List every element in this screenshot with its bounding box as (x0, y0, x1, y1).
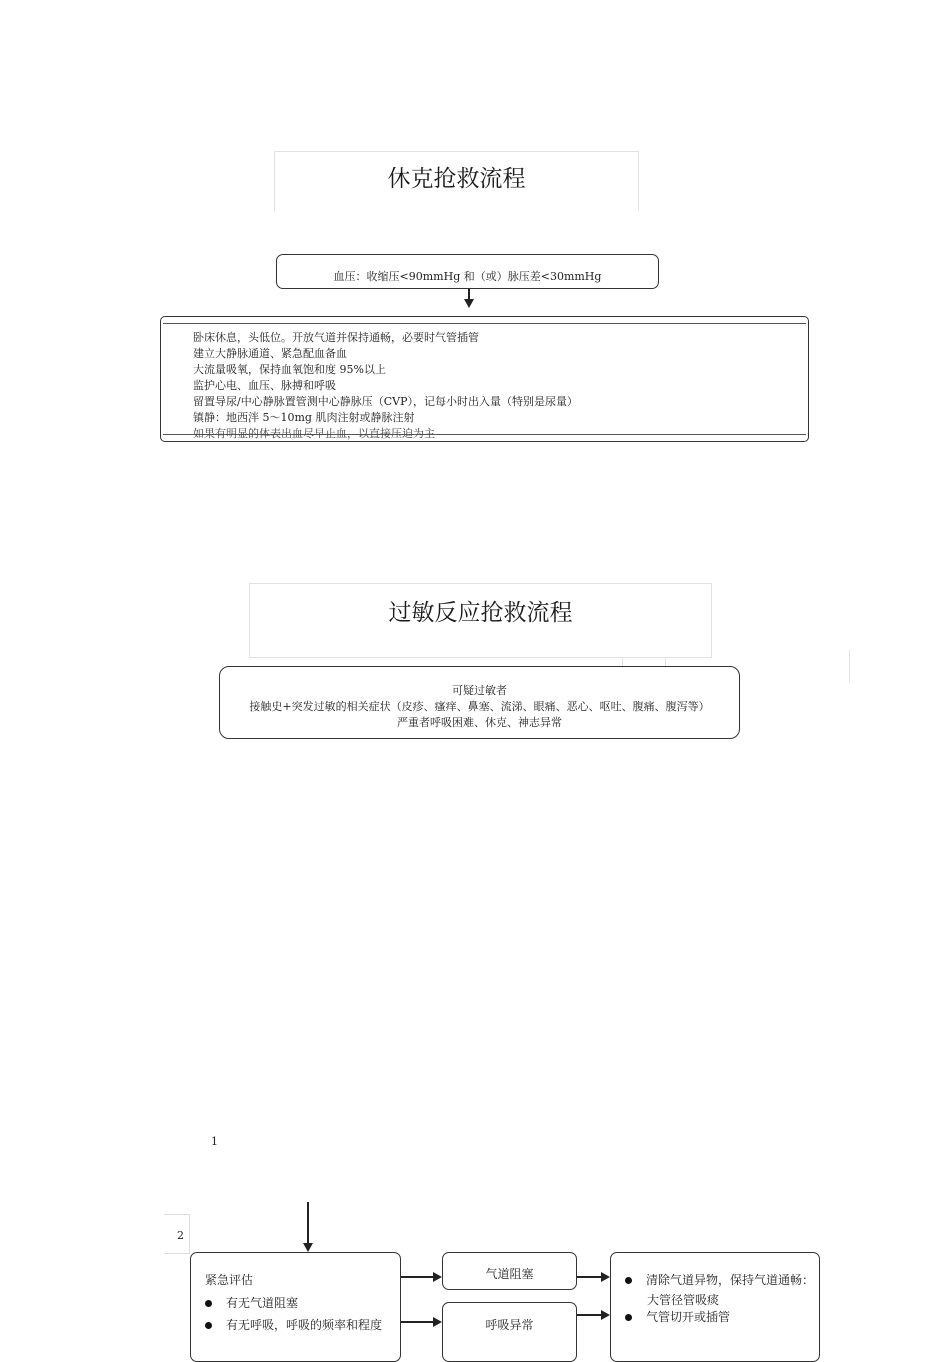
assess-item (205, 1317, 382, 1333)
action-label: 清除气道异物，保持气道通畅： (646, 1273, 815, 1287)
flow-entry-arrow-head (303, 1243, 313, 1252)
action-label: 气管切开或插管 (646, 1310, 731, 1324)
allergy-suspect-line: 严重者呼吸困难、休克、神志异常 (397, 716, 562, 729)
shock-step: 留置导尿/中心静脉置管测中心静脉压（CVP），记每小时出入量（特别是尿量） (193, 395, 578, 408)
assess-item-label: 有无呼吸，呼吸的频率和程度 (226, 1318, 383, 1332)
shock-criteria-text: 血压：收缩压<90mmHg 和（或）脉压差<30mmHg (333, 270, 602, 283)
page-edge-mark (849, 650, 850, 682)
breathing-label: 呼吸异常 (485, 1318, 534, 1332)
assess-title: 紧急评估 (205, 1273, 254, 1287)
allergy-suspect-box (219, 666, 740, 739)
allergy-suspect-line: 接触史+突发过敏的相关症状（皮疹、瘙痒、鼻塞、流涕、眼痛、恶心、呕吐、腹痛、腹泻等） (249, 700, 710, 713)
shock-step: 如果有明显的体表出血尽早止血，以直接压迫为主 (193, 427, 435, 440)
allergy-suspect-text (220, 683, 739, 731)
arrow-to-actions-line-2 (577, 1314, 602, 1316)
shock-steps-inner-line-top (163, 323, 806, 324)
allergy-suspect-line: 可疑过敏者 (452, 684, 507, 697)
shock-steps-box (160, 316, 809, 442)
bullet-icon (625, 1314, 632, 1321)
bullet-icon (205, 1300, 212, 1307)
action-label-continued: 大管径管吸痰 (647, 1293, 720, 1307)
shock-step: 大流量吸氧，保持血氧饱和度 95%以上 (193, 363, 386, 376)
shock-title-frame (274, 151, 639, 211)
shock-step: 建立大静脉通道、紧急配血备血 (193, 347, 347, 360)
arrow-to-actions-head-2 (601, 1310, 610, 1320)
shock-steps-list (193, 330, 793, 442)
action-item (625, 1309, 730, 1325)
shock-arrow-head (464, 299, 474, 308)
arrow-to-airway-line (401, 1276, 433, 1278)
arrow-to-breathing-line (401, 1321, 433, 1323)
assess-item-label: 有无气道阻塞 (226, 1296, 299, 1310)
bullet-icon (205, 1322, 212, 1329)
shock-criteria-box (276, 254, 659, 289)
shock-step: 镇静：地西泮 5～10mg 肌肉注射或静脉注射 (193, 411, 415, 424)
arrow-to-actions-line-1 (577, 1276, 602, 1278)
bullet-icon (625, 1277, 632, 1284)
assess-box (190, 1252, 401, 1362)
assess-item (205, 1295, 298, 1311)
footnote-marker-2: 2 (177, 1229, 184, 1242)
shock-title: 休克抢救流程 (387, 166, 526, 192)
allergy-title-frame (249, 583, 712, 658)
airway-label: 气道阻塞 (485, 1267, 534, 1281)
airway-box (442, 1252, 577, 1290)
shock-step: 卧床休息，头低位。开放气道并保持通畅，必要时气管插管 (193, 331, 479, 344)
footnote-marker-1: 1 (211, 1135, 218, 1148)
shock-arrow-line (468, 289, 470, 299)
arrow-to-actions-head-1 (601, 1272, 610, 1282)
shock-step: 监护心电、血压、脉搏和呼吸 (193, 379, 336, 392)
action-item (625, 1270, 814, 1310)
allergy-title: 过敏反应抢救流程 (388, 600, 573, 626)
breathing-box (442, 1302, 577, 1362)
flow-entry-arrow-line (307, 1202, 309, 1244)
actions-box (610, 1252, 820, 1362)
arrow-to-airway-head (433, 1272, 442, 1282)
arrow-to-breathing-head (433, 1317, 442, 1327)
